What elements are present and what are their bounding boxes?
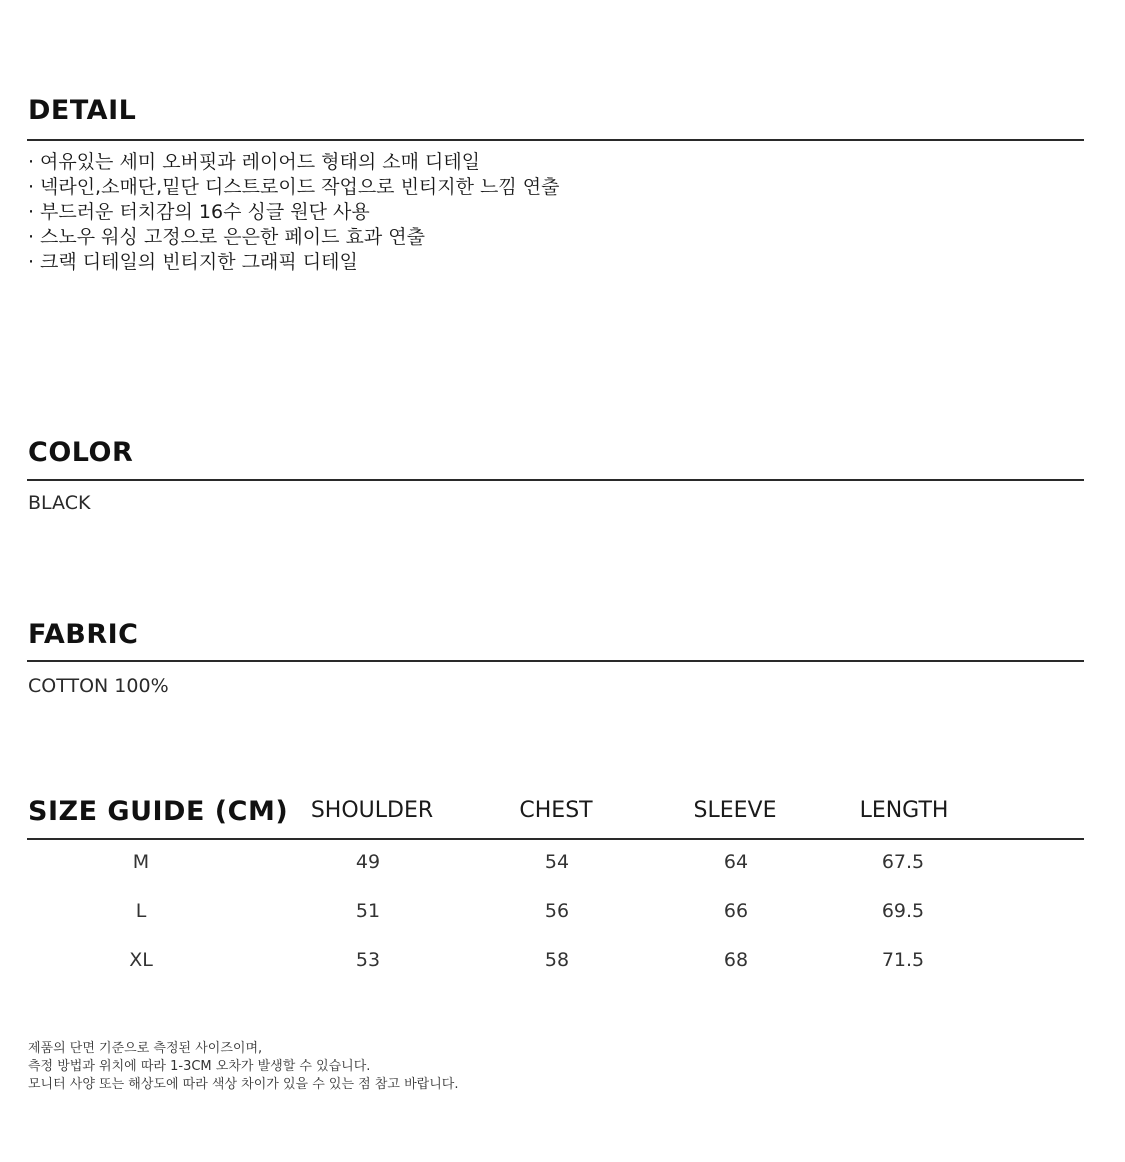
size-label: XL: [129, 949, 153, 971]
size-header-length: LENGTH: [859, 798, 949, 823]
note-line: 모니터 사양 또는 해상도에 따라 색상 차이가 있을 수 있는 점 참고 바랍니다.: [28, 1077, 459, 1092]
size-value-shoulder: 53: [355, 949, 381, 971]
bullet: ·: [28, 251, 35, 273]
detail-item: [28, 200, 559, 225]
detail-item-text: 여유있는 세미 오버핏과 레이어드 형태의 소매 디테일: [40, 151, 481, 173]
bullet: ·: [28, 201, 35, 223]
size-label: M: [132, 851, 150, 873]
bullet: ·: [28, 226, 35, 248]
size-notes: [28, 1040, 458, 1094]
detail-item-text: 크랙 디테일의 빈티지한 그래픽 디테일: [40, 251, 358, 273]
size-guide-title: SIZE GUIDE (CM): [28, 796, 289, 827]
color-value: BLACK: [28, 492, 91, 514]
size-header-shoulder: SHOULDER: [310, 798, 434, 823]
note-line: 측정 방법과 위치에 따라 1-3CM 오차가 발생할 수 있습니다.: [28, 1059, 371, 1074]
detail-item: [28, 225, 559, 250]
size-value-chest: 56: [544, 900, 570, 922]
detail-divider: [27, 139, 1084, 141]
detail-item: [28, 150, 559, 175]
size-header-sleeve: SLEEVE: [693, 798, 777, 823]
fabric-divider: [27, 660, 1084, 662]
note-line: 제품의 단면 기준으로 측정된 사이즈이며,: [28, 1041, 263, 1056]
size-guide-divider: [27, 838, 1084, 840]
detail-list: [28, 150, 559, 275]
size-header-chest: CHEST: [519, 798, 593, 823]
detail-item-text: 부드러운 터치감의 16수 싱글 원단 사용: [40, 201, 370, 223]
size-value-shoulder: 51: [355, 900, 381, 922]
detail-item-text: 스노우 워싱 고정으로 은은한 페이드 효과 연출: [40, 226, 425, 248]
bullet: ·: [28, 151, 35, 173]
size-value-sleeve: 64: [723, 851, 749, 873]
size-label: L: [135, 900, 147, 922]
detail-item: [28, 175, 559, 200]
size-value-sleeve: 66: [723, 900, 749, 922]
size-value-chest: 54: [544, 851, 570, 873]
size-value-sleeve: 68: [723, 949, 749, 971]
detail-item-text: 넥라인,소매단,밑단 디스트로이드 작업으로 빈티지한 느낌 연출: [40, 176, 560, 198]
fabric-value: COTTON 100%: [28, 675, 169, 697]
color-divider: [27, 479, 1084, 481]
detail-item: [28, 250, 559, 275]
size-value-length: 69.5: [881, 900, 925, 922]
size-value-length: 71.5: [881, 949, 925, 971]
size-value-chest: 58: [544, 949, 570, 971]
bullet: ·: [28, 176, 35, 198]
size-value-shoulder: 49: [355, 851, 381, 873]
color-title: COLOR: [28, 437, 134, 468]
size-value-length: 67.5: [881, 851, 925, 873]
fabric-title: FABRIC: [28, 619, 139, 650]
detail-title: DETAIL: [28, 95, 137, 126]
